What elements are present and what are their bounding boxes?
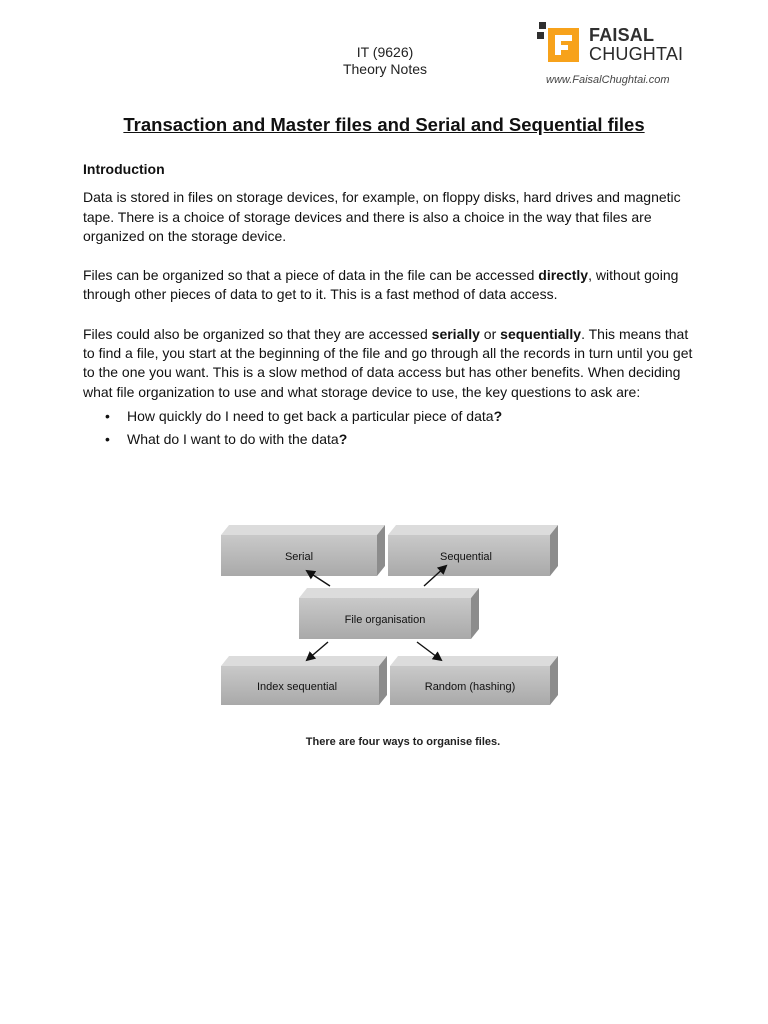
- logo-name-line2: CHUGHTAI: [589, 44, 684, 64]
- question-mark: ?: [493, 407, 503, 424]
- diagram-svg: [210, 514, 570, 714]
- paragraph-3-connector: or: [479, 325, 501, 342]
- paragraph-2: [83, 266, 693, 305]
- serial-label: Serial: [284, 551, 314, 563]
- file-organisation-box: [299, 588, 479, 639]
- bold-serially: serially: [431, 325, 480, 342]
- brand-logo: [537, 22, 697, 90]
- section-heading: Introduction: [83, 161, 165, 177]
- index-sequential-box: [221, 656, 387, 705]
- paragraph-1: Data is stored in files on storage devices, for example, on floppy disks, hard drives and magnetic tape. There is a choice of storage devices and there is also a choice in the way that files are organized on the storage device.: [83, 189, 681, 244]
- document-body: [83, 160, 693, 452]
- paragraph-3-text-end: . This means that to find a file, you start at the beginning of the file and go through all the records in turn until you get to the one you want. This is a slow method of data access but has other benefits. When deciding what file organization to use and what storage device to use, the key questions to ask are:: [83, 325, 693, 400]
- index-sequential-label: Index sequential: [256, 681, 338, 693]
- serial-box: [221, 525, 385, 576]
- logo-wordmark: [589, 26, 683, 64]
- file-organisation-diagram: [210, 514, 570, 714]
- course-subtitle: Theory Notes: [342, 61, 428, 77]
- list-item-text: What do I want to do with the data: [127, 430, 339, 447]
- random-hashing-box: [390, 656, 558, 705]
- question-list: [83, 406, 693, 450]
- paragraph-3: [83, 325, 693, 402]
- course-code: IT (9626): [356, 44, 414, 60]
- logo-mark-icon: [537, 22, 581, 66]
- paragraph-3-text: Files could also be organized so that they are accessed: [83, 325, 432, 342]
- bold-directly: directly: [538, 267, 589, 284]
- bold-sequentially: sequentially: [500, 325, 582, 342]
- paragraph-2-text: Files can be organized so that a piece of data in the file can be accessed: [83, 267, 539, 284]
- sequential-box: [388, 525, 558, 576]
- list-item: [127, 429, 693, 450]
- paragraph-2-text-end: , without going through other pieces of data to get to it. This is a fast method of data access.: [83, 267, 679, 303]
- course-header: [290, 44, 480, 78]
- file-organisation-label: File organisation: [344, 614, 426, 626]
- list-item-text: How quickly do I need to get back a particular piece of data: [127, 407, 494, 424]
- sequential-label: Sequential: [440, 551, 492, 563]
- diagram-caption: There are four ways to organise files.: [305, 736, 501, 748]
- logo-url[interactable]: www.FaisalChughtai.com: [546, 74, 670, 86]
- random-hashing-label: Random (hashing): [424, 681, 516, 693]
- list-item: [127, 406, 693, 427]
- question-mark: ?: [338, 430, 348, 447]
- logo-name-line1: FAISAL: [589, 25, 655, 45]
- document-title: Transaction and Master files and Serial and Sequential files: [123, 114, 645, 135]
